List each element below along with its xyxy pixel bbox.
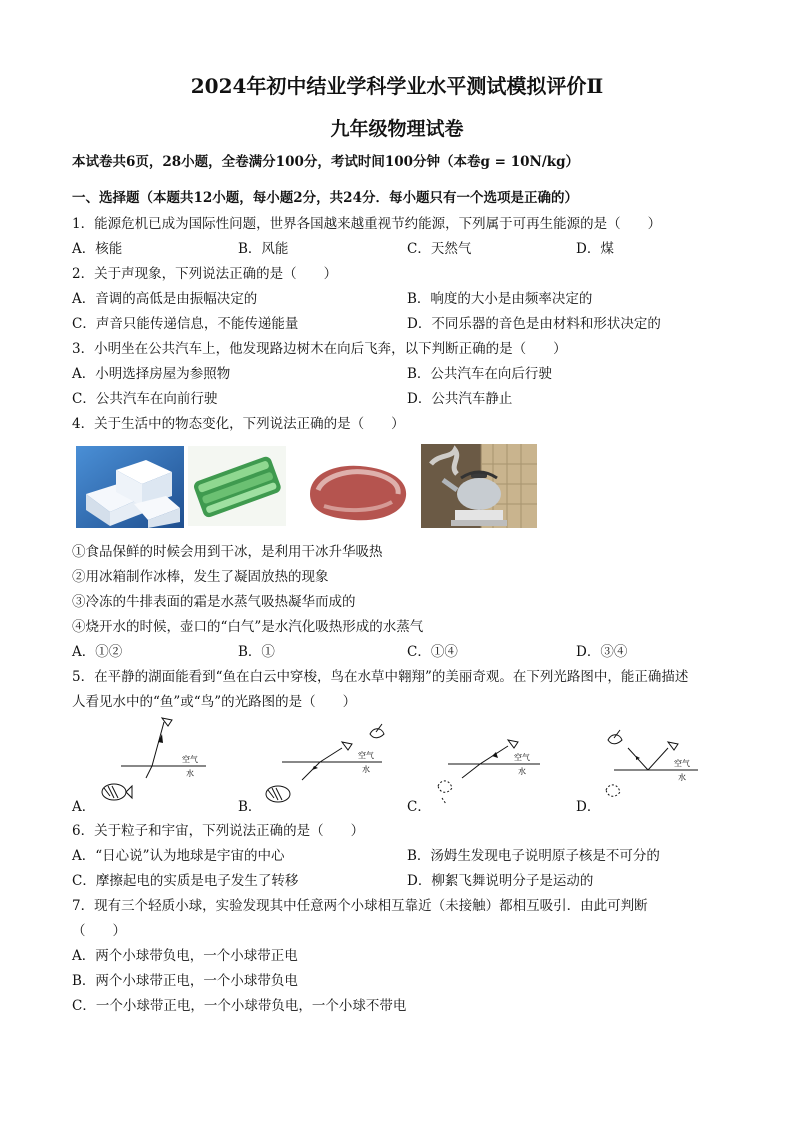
svg-text:空气: 空气 <box>358 751 374 760</box>
q1-stem: 1．能源危机已成为国际性问题，世界各国越来越重视节约能源，下列属于可再生能源的是（ ） <box>72 216 662 232</box>
svg-text:空气: 空气 <box>514 753 530 762</box>
light-path-diagram-a <box>96 716 206 806</box>
q1-option-c: C．天然气 <box>407 241 472 257</box>
svg-text:空气: 空气 <box>182 755 198 764</box>
exam-info: 本试卷共6页，28小题，全卷满分100分，考试时间100分钟（本卷g = 10N/kg） <box>72 154 580 170</box>
q4-statement-3: ③冷冻的牛排表面的霜是水蒸气吸热凝华而成的 <box>72 594 356 610</box>
q7-stem-cont: （ ） <box>72 923 126 939</box>
q3-option-c: C．公共汽车在向前行驶 <box>72 391 218 407</box>
boiling-kettle-image <box>421 444 537 528</box>
svg-text:水: 水 <box>518 767 526 776</box>
exam-title: 2024年初中结业学科学业水平测试模拟评价Ⅱ <box>190 74 604 98</box>
svg-text:水: 水 <box>678 773 686 782</box>
q4-option-a: A．①② <box>72 644 123 660</box>
q4-stem: 4．关于生活中的物态变化，下列说法正确的是（ ） <box>72 416 405 432</box>
svg-text:水: 水 <box>186 769 194 778</box>
q1-option-a: A．核能 <box>72 241 123 257</box>
q4-option-b: B．① <box>238 644 275 660</box>
q2-option-d: D．不同乐器的音色是由材料和形状决定的 <box>407 316 661 332</box>
q4-statement-4: ④烧开水的时候，壶口的“白气”是水汽化吸热形成的水蒸气 <box>72 619 424 635</box>
q5-option-a: A． <box>72 799 96 815</box>
q3-stem: 3．小明坐在公共汽车上，他发现路边树木在向后飞奔，以下判断正确的是（ ） <box>72 341 567 357</box>
q1-option-d: D．煤 <box>576 241 614 257</box>
q3-option-b: B．公共汽车在向后行驶 <box>407 366 552 382</box>
frozen-steak-image <box>304 456 412 526</box>
q4-option-c: C．①④ <box>407 644 458 660</box>
exam-subtitle: 九年级物理试卷 <box>330 118 464 140</box>
section-heading: 一、选择题（本题共12小题，每小题2分，共24分．每小题只有一个选项是正确的） <box>72 190 578 206</box>
q5-stem-line2: 人看见水中的“鱼”或“鸟”的光路图的是（ ） <box>72 694 357 710</box>
q7-option-c: C．一个小球带正电，一个小球带负电，一个小球不带电 <box>72 998 407 1014</box>
q4-statement-2: ②用冰箱制作冰棒，发生了凝固放热的现象 <box>72 569 329 585</box>
q1-option-b: B．风能 <box>238 241 289 257</box>
q6-stem: 6．关于粒子和宇宙，下列说法正确的是（ ） <box>72 823 365 839</box>
q4-option-d: D．③④ <box>576 644 628 660</box>
q2-option-b: B．响度的大小是由频率决定的 <box>407 291 593 307</box>
q7-stem: 7．现有三个轻质小球，实验发现其中任意两个小球相互靠近（未接触）都相互吸引．由此可判断 <box>72 898 648 914</box>
q3-option-a: A．小明选择房屋为参照物 <box>72 366 231 382</box>
q6-option-c: C．摩擦起电的实质是电子发生了转移 <box>72 873 299 889</box>
light-path-diagram-d <box>598 726 708 810</box>
light-path-diagram-b <box>262 722 392 806</box>
q5-option-d: D． <box>576 799 601 815</box>
q3-option-d: D．公共汽车静止 <box>407 391 513 407</box>
q2-stem: 2．关于声现象，下列说法正确的是（ ） <box>72 266 338 282</box>
light-path-diagram-c <box>432 728 542 808</box>
svg-text:水: 水 <box>362 765 370 774</box>
q7-option-b: B．两个小球带正电，一个小球带负电 <box>72 973 298 989</box>
q5-option-c: C． <box>407 799 431 815</box>
q2-option-c: C．声音只能传递信息，不能传递能量 <box>72 316 299 332</box>
q6-option-d: D．柳絮飞舞说明分子是运动的 <box>407 873 594 889</box>
popsicle-image <box>188 446 286 526</box>
q6-option-b: B．汤姆生发现电子说明原子核是不可分的 <box>407 848 660 864</box>
dry-ice-image <box>76 446 184 528</box>
q6-option-a: A．“日心说”认为地球是宇宙的中心 <box>72 848 285 864</box>
q5-stem-line1: 5．在平静的湖面能看到“鱼在白云中穿梭，鸟在水草中翱翔”的美丽奇观。在下列光路图中，能正确描述 <box>72 669 689 685</box>
q2-option-a: A．音调的高低是由振幅决定的 <box>72 291 258 307</box>
q5-option-b: B． <box>238 799 262 815</box>
q4-statement-1: ①食品保鲜的时候会用到干冰，是利用干冰升华吸热 <box>72 544 383 560</box>
svg-text:空气: 空气 <box>674 759 690 768</box>
q7-option-a: A．两个小球带负电，一个小球带正电 <box>72 948 298 964</box>
